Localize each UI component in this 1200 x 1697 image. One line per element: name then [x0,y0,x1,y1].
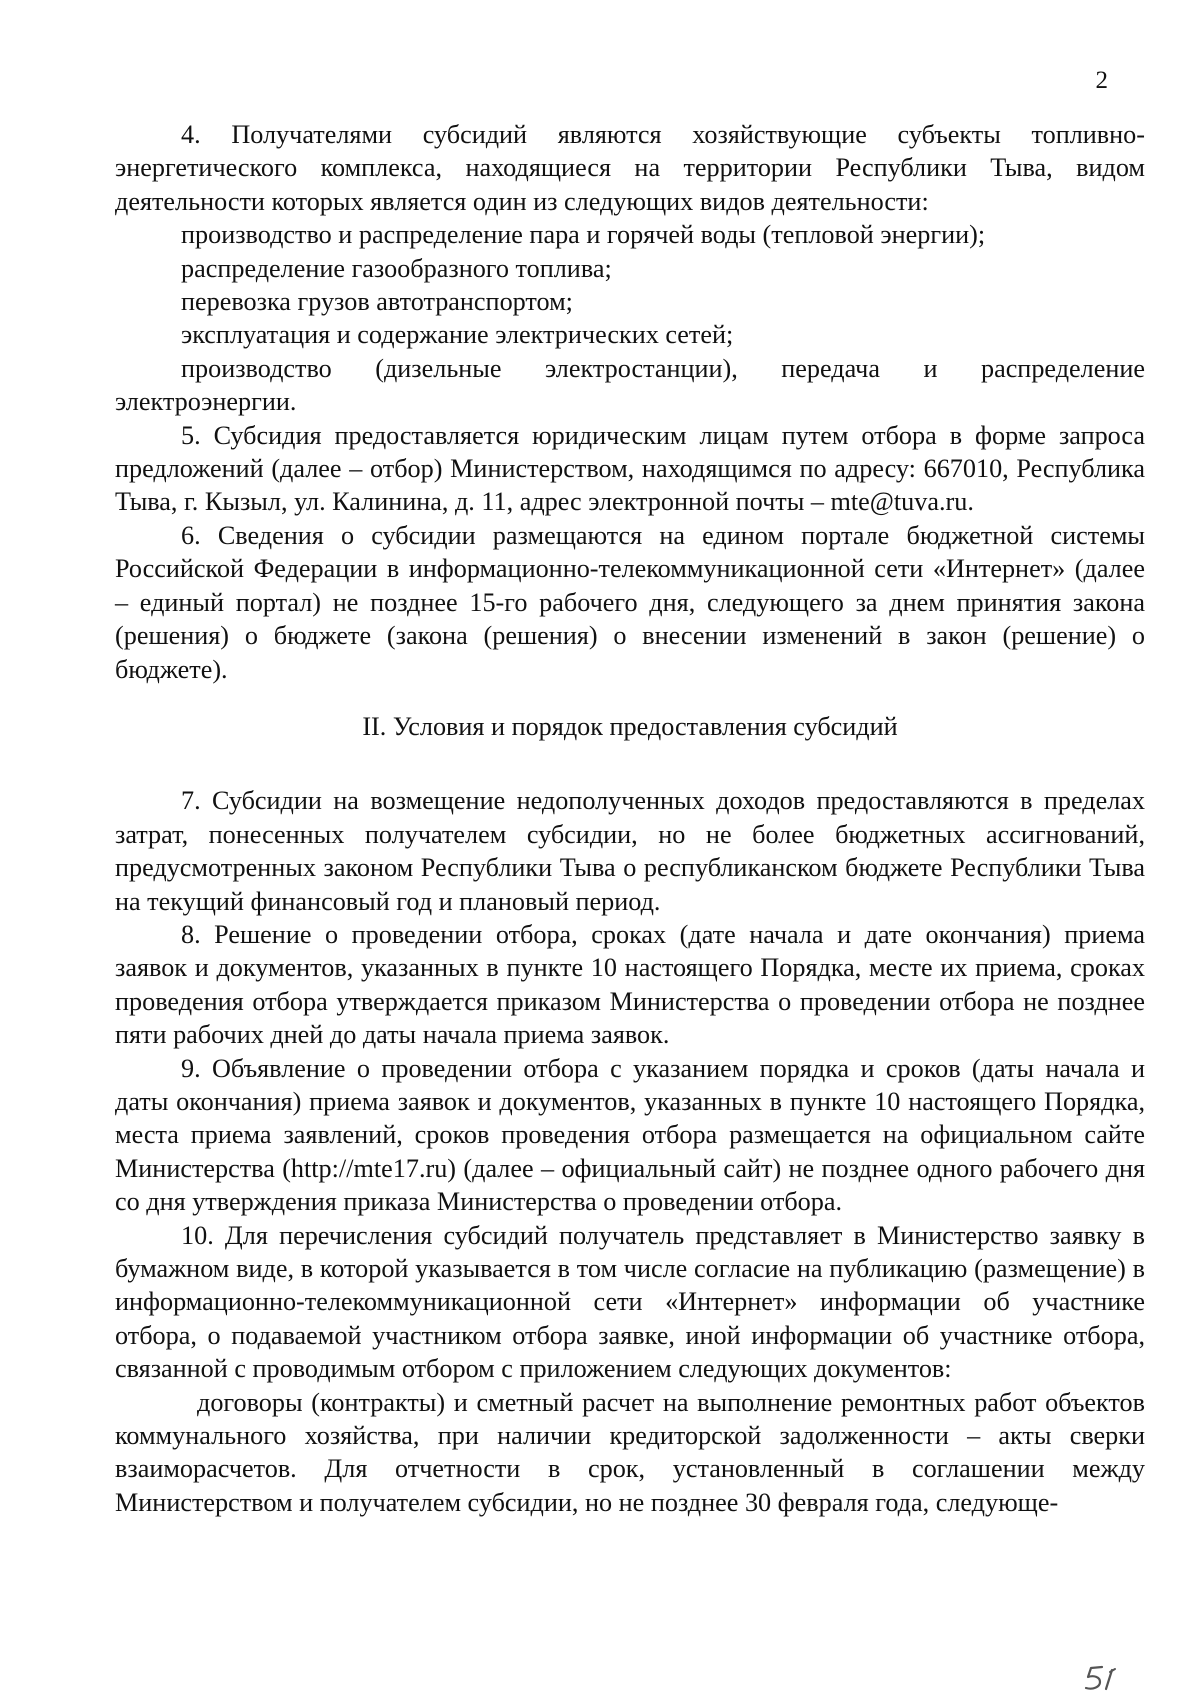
page-number: 2 [1095,67,1108,94]
activity-item-electricity-production: производство (дизельные электростанции), передача и распределение электроэнергии. [115,353,1145,417]
paragraph-4-intro: 4. Получателями субсидий являются хозяйствующие субъекты топливно-энергетического комплекса, находящиеся на территории Республики Тыва, видом деятельности которых является один из следующих видов деятельности: [115,120,1145,216]
activity-item-electric-networks: эксплуатация и содержание электрических сетей; [181,320,734,350]
paragraph-7: 7. Субсидии на возмещение недополученных доходов предоставляются в пределах затрат, понесенных получателем субсидии, но не более бюджетных ассигнований, предусмотренных законом Республики Тыва о республиканском бюджете Республики Тыва на текущий финансовый год и плановый период. [115,786,1145,916]
paragraph-8: 8. Решение о проведении отбора, сроках (дате начала и дате окончания) приема заявок и документов, указанных в пункте 10 настоящего Порядка, месте их приема, сроках проведения отбора утверждается приказом Министерства о проведении отбора не позднее пяти рабочих дней до даты начала приема заявок. [115,919,1145,1050]
paragraph-6: 6. Сведения о субсидии размещаются на едином портале бюджетной системы Российской Федерации в информационно-телекоммуникационной сети «Интернет» (далее – единый портал) не позднее 15-го рабочего дня, следующего за днем принятия закона (решения) о бюджете (закона (решения) о внесении изменений в закон (решение) о бюджете). [115,520,1145,684]
handwritten-page-mark [1080,1662,1122,1692]
paragraph-10: 10. Для перечисления субсидий получатель представляет в Министерство заявку в бумажном виде, в которой указывается в том числе согласие на публикацию (размещение) в информационно-телекоммуникационной сети «Интернет» информации об участнике отбора, о подаваемой участником отбора заявке, иной информации об участнике отбора, связанной с проводимым отбором с приложением следующих документов: [115,1220,1145,1384]
section-heading-conditions: II. Условия и порядок предоставления субсидий [362,711,898,741]
activity-item-heat-production: производство и распределение пара и горячей воды (тепловой энергии); [181,220,986,250]
paragraph-10-document-item: договоры (контракты) и сметный расчет на выполнение ремонтных работ объектов коммунального хозяйства, при наличии кредиторской задолженности – акты сверки взаиморасчетов. Для отчетности в срок, установленный в соглашении между Министерством и получателем субсидии, но не позднее 30 февраля года, следующе- [115,1387,1145,1517]
document-body [115,118,1145,1519]
paragraph-9: 9. Объявление о проведении отбора с указанием порядка и сроков (даты начала и даты окончания) приема заявок и документов, указанных в пункте 10 настоящего Порядка, места приема заявлений, сроков проведения отбора размещается на официальном сайте Министерства (http://mte17.ru) (далее – официальный сайт) не позднее одного рабочего дня со дня утверждения приказа Министерства о проведении отбора. [115,1053,1145,1217]
activity-item-gas-distribution: распределение газообразного топлива; [181,253,612,283]
activity-item-cargo-transport: перевозка грузов автотранспортом; [181,287,573,317]
paragraph-5: 5. Субсидия предоставляется юридическим лицам путем отбора в форме запроса предложений (далее – отбор) Министерством, находящимся по адресу: 667010, Республика Тыва, г. Кызыл, ул. Калинина, д. 11, адрес электронной почты – mte@tuva.ru. [115,420,1145,517]
